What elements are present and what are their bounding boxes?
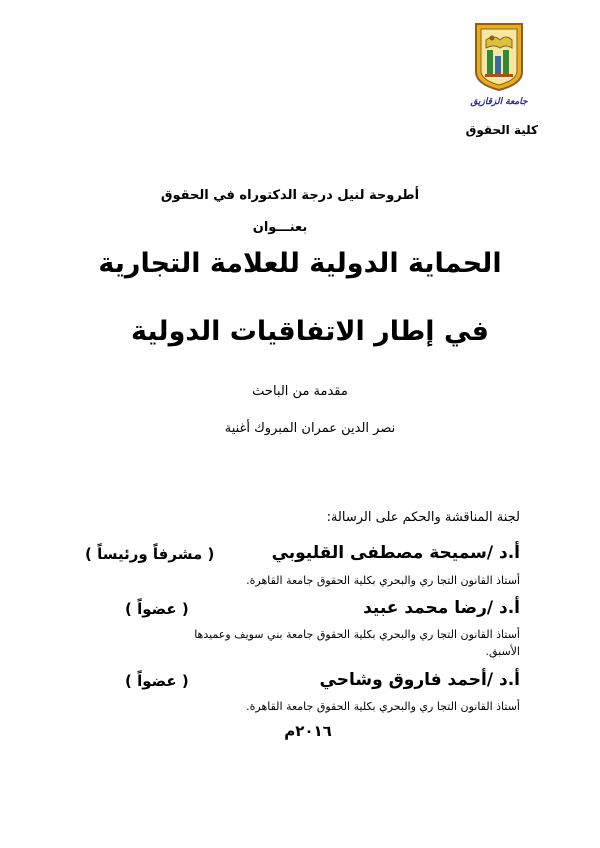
title-label: بعنـــوان [252, 220, 308, 235]
thesis-purpose: أطروحة لنيل درجة الدكتوراه في الحقوق [160, 188, 420, 203]
university-logo-caption: جامعة الزقازيق [470, 97, 528, 107]
committee-member-description: أستاذ القانون التجا ري والبحري بكلية الحقوق جامعة القاهرة. [246, 574, 520, 587]
document-year: ٢٠١٦م [284, 722, 332, 740]
university-logo-graphic [470, 20, 528, 110]
committee-member-name: أ.د /سميحة مصطفى القليوبي [271, 543, 520, 563]
presented-by-label: مقدمة من الباحث [252, 384, 348, 399]
researcher-name: نصر الدين عمران المبروك أغنية [224, 421, 396, 436]
committee-member-role: ( عضواً ) [125, 600, 189, 618]
university-logo-icon [470, 20, 528, 110]
committee-member-name: أ.د /رضا محمد عبيد [363, 598, 520, 618]
committee-member-description: أستاذ القانون التجا ري والبحري بكلية الحقوق جامعة القاهرة. [246, 700, 520, 713]
thesis-title-line-2: في إطار الاتفاقيات الدولية [131, 316, 489, 347]
committee-heading: لجنة المناقشة والحكم على الرسالة: [326, 510, 520, 525]
thesis-title-line-1: الحماية الدولية للعلامة التجارية [98, 248, 502, 279]
faculty-name: كلية الحقوق [465, 123, 538, 137]
committee-member-role: ( عضواً ) [125, 672, 189, 690]
committee-member-description: أستاذ القانون التجا ري والبحري بكلية الحقوق جامعة بني سويف وعميدها الأسبق. [194, 628, 520, 658]
committee-member-name: أ.د /أحمد فاروق وشاحي [319, 670, 520, 690]
committee-member-role: ( مشرفاً ورئيساً ) [85, 545, 215, 563]
